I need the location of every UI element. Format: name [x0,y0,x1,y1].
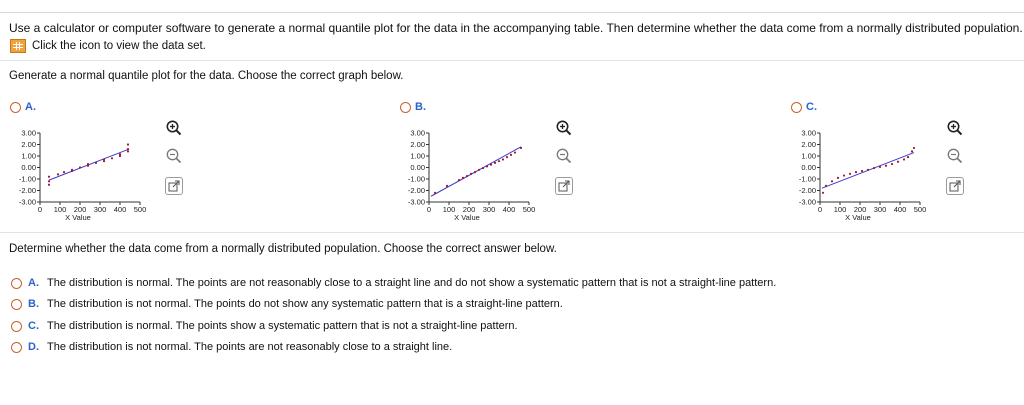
answer-b-letter: B. [28,298,39,310]
data-point [861,170,863,172]
answer-c-letter: C. [28,320,39,332]
x-tick-label: 300 [93,205,107,214]
data-point [434,192,436,194]
data-point [506,156,508,158]
graph-c [786,125,946,227]
x-tick-label: 200 [73,205,87,214]
x-axis-label: X Value [65,213,91,222]
data-point [502,158,504,160]
x-tick-label: 400 [502,205,516,214]
x-tick-label: 500 [913,205,927,214]
data-point [103,158,105,160]
data-point [885,165,887,167]
data-point [466,175,468,177]
data-point [855,171,857,173]
answer-b-radio[interactable] [11,299,22,310]
y-tick-label: -3.00 [407,197,425,207]
data-point [825,185,827,187]
view-data-label[interactable]: Click the icon to view the data set. [32,40,206,52]
data-point [837,177,839,179]
data-point [95,162,97,164]
zoom-out-icon[interactable] [555,147,573,165]
x-tick-label: 100 [53,205,67,214]
x-axis-label: X Value [845,213,871,222]
y-tick-label: 3.00 [21,128,36,138]
data-point [482,167,484,169]
answer-d-letter: D. [28,341,39,353]
data-point [903,158,905,160]
y-tick-label: -2.00 [18,186,36,195]
data-point [127,143,129,145]
data-point [843,174,845,176]
data-point [119,153,121,155]
data-point [514,151,516,153]
option-a[interactable] [10,101,36,113]
popout-icon[interactable] [555,177,573,195]
y-tick-label: 2.00 [21,140,36,149]
data-point [462,177,464,179]
data-point [111,157,113,159]
data-point [458,179,460,181]
x-tick-label: 400 [113,205,127,214]
data-point [71,169,73,171]
data-point [486,165,488,167]
question-instruction: Use a calculator or computer software to generate a normal quantile plot for the data in the accompanying table. Then determine whether the data come from a normally distributed population. [9,21,1023,35]
data-point [831,180,833,182]
y-tick-label: 1.00 [410,151,425,161]
x-tick-label: 400 [893,205,907,214]
data-point [891,163,893,165]
data-point [48,184,50,186]
data-point [897,161,899,163]
option-c-radio[interactable] [791,102,802,113]
zoom-out-icon[interactable] [165,147,183,165]
data-point [867,169,869,171]
answer-a-radio[interactable] [11,278,22,289]
data-point [79,166,81,168]
y-tick-label: 1.00 [801,151,816,161]
data-point [48,176,50,178]
data-point [48,180,50,182]
data-point [87,163,89,165]
y-tick-label: -3.00 [798,197,816,207]
answer-c-text: The distribution is normal. The points show a systematic pattern that is not a straight-line pattern. [47,320,518,332]
data-point [498,160,500,162]
y-tick-label: -1.00 [407,174,425,184]
table-icon[interactable] [10,39,26,53]
data-point [470,173,472,175]
x-tick-label: 100 [442,205,456,214]
answer-d[interactable] [11,341,452,353]
y-tick-label: 3.00 [410,128,425,138]
data-point [127,150,129,152]
y-tick-label: 0.00 [21,163,36,172]
data-point [911,150,913,152]
data-point [879,166,881,168]
zoom-in-icon[interactable] [555,119,573,137]
data-point [490,164,492,166]
x-tick-label: 100 [833,205,847,214]
y-tick-label: 3.00 [801,128,816,138]
option-a-radio[interactable] [10,102,21,113]
y-tick-label: 0.00 [801,163,816,172]
y-tick-label: -2.00 [798,186,816,195]
data-point [520,147,522,149]
graph-a [6,125,166,227]
x-axis-label: X Value [454,213,480,222]
y-tick-label: 0.00 [410,163,425,172]
option-c-letter: C. [806,101,817,113]
y-tick-label: -1.00 [18,174,36,184]
y-tick-label: -2.00 [407,186,425,195]
option-a-letter: A. [25,101,36,113]
y-tick-label: 2.00 [801,140,816,149]
data-point [913,147,915,149]
data-point [873,167,875,169]
answer-b[interactable] [11,298,563,310]
popout-icon[interactable] [946,177,964,195]
part1-prompt: Generate a normal quantile plot for the data. Choose the correct graph below. [9,70,404,82]
zoom-in-icon[interactable] [946,119,964,137]
zoom-in-icon[interactable] [165,119,183,137]
answer-b-text: The distribution is not normal. The points do not show any systematic pattern that is a straight-line pattern. [47,298,563,310]
x-tick-label: 0 [817,205,823,214]
top-divider [0,12,1024,13]
x-tick-label: 500 [522,205,536,214]
answer-d-radio[interactable] [11,342,22,353]
x-tick-label: 200 [853,205,867,214]
option-b-letter: B. [415,101,426,113]
answer-a[interactable] [11,277,776,289]
divider [0,232,1024,233]
data-point [494,162,496,164]
popout-icon[interactable] [165,177,183,195]
x-tick-label: 0 [426,205,432,214]
data-point [446,185,448,187]
view-data-link[interactable] [10,38,206,54]
x-tick-label: 0 [37,205,43,214]
data-point [57,173,59,175]
data-point [474,171,476,173]
fit-line [49,149,129,180]
data-point [907,156,909,158]
y-tick-label: -1.00 [798,174,816,184]
answer-d-text: The distribution is not normal. The points are not reasonably close to a straight line. [47,341,453,353]
divider [0,60,1024,61]
part2-prompt: Determine whether the data come from a normally distributed population. Choose the correct answer below. [9,243,557,255]
x-tick-label: 200 [462,205,476,214]
answer-a-text: The distribution is normal. The points are not reasonably close to a straight line and do not show a systematic pattern that is not a straight-line pattern. [47,277,777,289]
answer-c-radio[interactable] [11,321,22,332]
data-point [127,148,129,150]
x-tick-label: 300 [482,205,496,214]
graph-b [395,125,555,227]
data-point [63,171,65,173]
answer-a-letter: A. [28,277,39,289]
x-tick-label: 300 [873,205,887,214]
data-point [478,169,480,171]
option-b-radio[interactable] [400,102,411,113]
data-point [849,173,851,175]
y-tick-label: 2.00 [410,140,425,149]
data-point [822,192,824,194]
data-point [510,154,512,156]
y-tick-label: -3.00 [18,197,36,207]
zoom-out-icon[interactable] [946,147,964,165]
fit-line [431,147,521,196]
y-tick-label: 1.00 [21,151,36,161]
option-c[interactable] [791,101,817,113]
answer-c[interactable] [11,320,518,332]
x-tick-label: 500 [133,205,147,214]
option-b[interactable] [400,101,426,113]
